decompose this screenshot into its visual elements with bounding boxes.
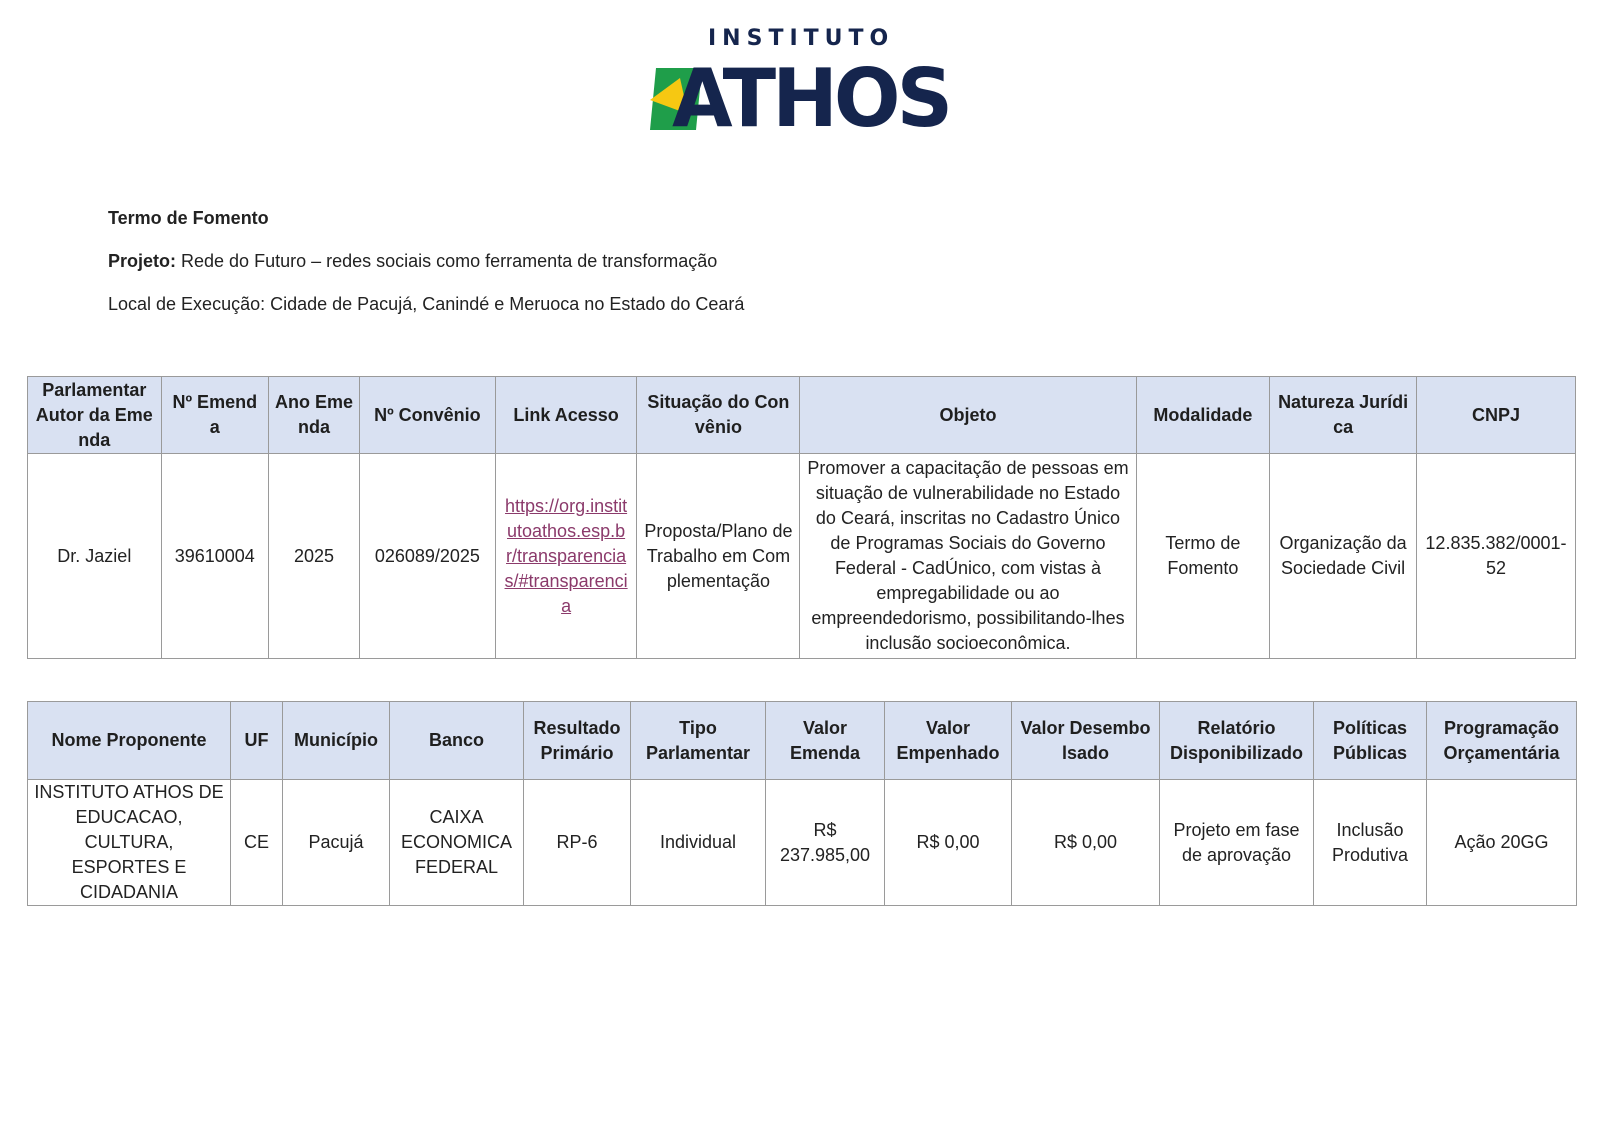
header-tipo: Tipo Parlamentar [631,702,766,780]
cell-situacao: Proposta/Plano de Trabalho em Complementação [637,454,800,659]
cell-proponente: INSTITUTO ATHOS DE EDUCACAO, CULTURA, ESPORTES E CIDADANIA [28,780,231,906]
header-relatorio: Relatório Disponibilizado [1160,702,1314,780]
header-ano: Ano Emenda [268,377,359,454]
header-banco: Banco [390,702,524,780]
table-header-row [28,377,1576,454]
header-modalidade: Modalidade [1136,377,1270,454]
proponent-table [27,701,1577,906]
header-convenio: Nº Convênio [360,377,496,454]
header-situacao: Situação do Convênio [637,377,800,454]
table-header-row [28,702,1577,780]
header-valor-emenda: Valor Emenda [766,702,885,780]
cell-convenio: 026089/2025 [360,454,496,659]
cell-tipo: Individual [631,780,766,906]
institute-logo [650,26,950,146]
document-title: Termo de Fomento [108,208,269,228]
header-valor-desembolsado: Valor Desembolsado [1012,702,1160,780]
cell-parlamentar: Dr. Jaziel [28,454,162,659]
cell-relatorio: Projeto em fase de aprovação [1160,780,1314,906]
header-politicas: Políticas Públicas [1314,702,1427,780]
header-municipio: Município [283,702,390,780]
project-value: Rede do Futuro – redes sociais como ferramenta de transformação [176,251,718,271]
logo-top-text: INSTITUTO [708,26,895,51]
cell-resultado: RP-6 [524,780,631,906]
cell-emenda: 39610004 [161,454,268,659]
transparency-link[interactable]: https://org.institutoathos.esp.br/transparencias/#transparencia [504,495,628,616]
cell-link [495,454,637,659]
header-cnpj: CNPJ [1416,377,1575,454]
project-line [108,249,744,292]
logo-wordmark: ATHOS [672,52,950,145]
cell-cnpj: 12.835.382/0001-52 [1416,454,1575,659]
header-resultado: Resultado Primário [524,702,631,780]
cell-modalidade: Termo de Fomento [1136,454,1270,659]
cell-politicas: Inclusão Produtiva [1314,780,1427,906]
cell-valor-emenda: R$ 237.985,00 [766,780,885,906]
cell-ano: 2025 [268,454,359,659]
document-header [108,206,744,335]
cell-banco: CAIXA ECONOMICA FEDERAL [390,780,524,906]
cell-objeto: Promover a capacitação de pessoas em situação de vulnerabilidade no Estado do Ceará, inscritas no Cadastro Único de Programas Sociais do Governo Federal - CadÚnico, com vistas à empregabilidade ou ao empreendedorismo, possibilitando-lhes inclusão socioeconômica. [800,454,1136,659]
execution-location: Local de Execução: Cidade de Pacujá, Canindé e Meruoca no Estado do Ceará [108,294,745,314]
project-label: Projeto: [108,251,177,271]
cell-municipio: Pacujá [283,780,390,906]
header-parlamentar: Parlamentar Autor da Emenda [28,377,162,454]
header-valor-empenhado: Valor Empenhado [885,702,1012,780]
header-programacao: Programação Orçamentária [1427,702,1577,780]
cell-valor-empenhado: R$ 0,00 [885,780,1012,906]
cell-valor-desembolsado: R$ 0,00 [1012,780,1160,906]
header-uf: UF [231,702,283,780]
cell-natureza: Organização da Sociedade Civil [1270,454,1417,659]
header-link: Link Acesso [495,377,637,454]
cell-uf: CE [231,780,283,906]
table-row [28,454,1576,659]
header-emenda: Nº Emenda [161,377,268,454]
table-row [28,780,1577,906]
header-objeto: Objeto [800,377,1136,454]
amendment-table [27,376,1576,659]
header-natureza: Natureza Jurídica [1270,377,1417,454]
header-proponente: Nome Proponente [28,702,231,780]
cell-programacao: Ação 20GG [1427,780,1577,906]
